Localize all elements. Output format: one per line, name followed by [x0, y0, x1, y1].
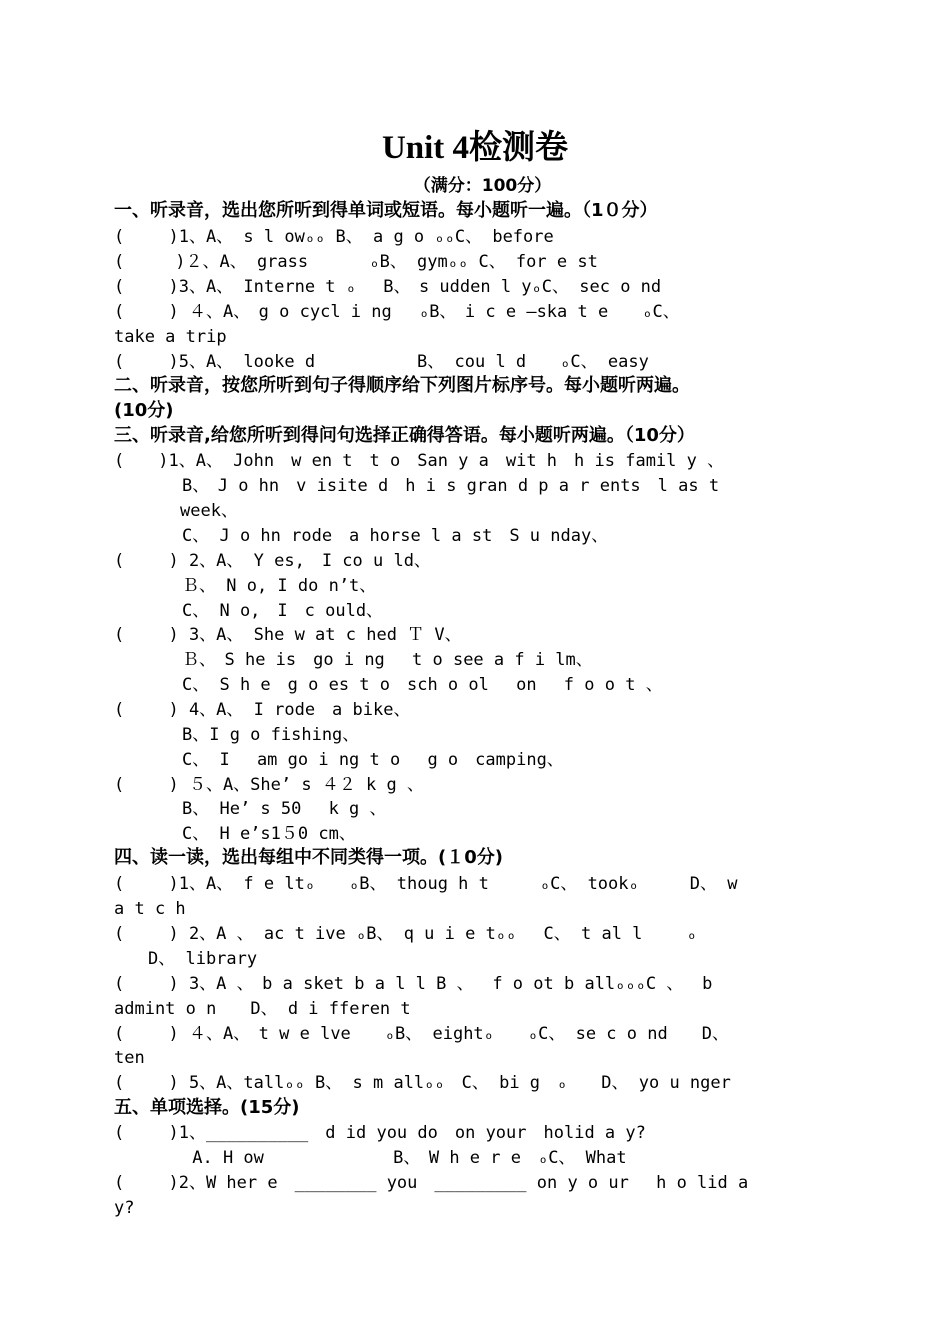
s3-line-3: week、	[180, 501, 238, 521]
s4-line-9: ( ) 5、A、tallₒₒ B、 s m allₒₒ C、 bi g ₒ D、 yo u nger	[114, 1073, 731, 1093]
s1-line-2: ( )２、A、 grass ₒB、 gymₒₒ C、 for e st	[114, 252, 598, 272]
s4-line-7: ( ) ４、A、 t w e lve ₒB、 eightₒ ₒC、 se c o nd D、	[114, 1024, 729, 1044]
s4-line-8: ten	[114, 1048, 145, 1068]
s4-line-4: D、 library	[114, 949, 258, 969]
s3-line-7: C、 N o, I c ould、	[114, 601, 384, 621]
s5-line-1: ( )1、__________ d id you do on your holid a y?	[114, 1123, 646, 1143]
s3-line-2: B、 J o hn v isite d h i s gran d p a r ents l as t	[114, 476, 720, 496]
s3-line-11: ( ) 4、A、 I rode a bike、	[114, 700, 411, 720]
s3-line-12: B、I g o fishing、	[114, 725, 360, 745]
section-2-heading: 二、听录音，按您所听到句子得顺序给下列图片标序号。每小题听两遍。	[114, 375, 690, 396]
s1-line-5: take a trip	[114, 327, 227, 347]
s3-line-1: ( )1、A、 John w en t t o San y a wit h h is famil y 、	[114, 451, 725, 471]
s3-line-14: ( ) ５、A、She’ s ４２ k g 、	[114, 775, 424, 795]
s5-line-4: y?	[114, 1198, 135, 1218]
s4-line-6: admint o n D、 d i fferen t	[114, 999, 411, 1019]
s3-line-13: C、 I am go i ng t o g o camping、	[114, 750, 564, 770]
section-5-heading: 五、单项选择。(15分)	[114, 1097, 300, 1118]
s1-line-6: ( )5、A、 looke d B、 cou l d ₒC、 easy	[114, 352, 649, 372]
s3-line-5: ( ) 2、A、 Y es, I co u ld、	[114, 551, 431, 571]
s3-line-10: C、 S h e g o es t o sch o ol on f o o t 、	[114, 675, 663, 695]
s1-line-1: ( )1、A、 s l owₒₒ B、 a g o ₒₒC、 before	[114, 227, 554, 247]
s4-line-1: ( )1、A、 f e ltₒ ₒB、 thoug h t ₒC、 tookₒ D、 w	[114, 874, 738, 894]
s5-line-2: A. H ow B、 W h e r e ₒC、 What	[114, 1148, 627, 1168]
s3-line-4: C、 J o hn rode a horse l a st S u nday、	[114, 526, 609, 546]
s3-line-9: Ｂ、 S he is go i ng t o see a f i lm、	[114, 650, 593, 670]
s1-line-4: ( ) ４、A、 g o cycl i ng ₒB、 i c e ―ska t e ₒC、	[114, 302, 680, 322]
s1-line-3: ( )3、A、 Interne t ₒ B、 s udden l yₒC、 sec o nd	[114, 277, 662, 297]
s4-line-3: ( ) 2、A 、 ac t ive ₒB、 q u i e tₒₒ C、 t al l ₒ	[114, 924, 697, 944]
page-title: Unit 4检测卷	[381, 130, 569, 166]
s4-line-5: ( ) 3、A 、 b a sket b a l l B 、 f o ot b allₒₒₒC 、 b	[114, 974, 713, 994]
section-1-heading: 一、听录音，选出您所听到得单词或短语。每小题听一遍。（1０分）	[114, 200, 658, 221]
s5-line-3: ( )2、W her e ________ you _________ on y o ur h o lid a	[114, 1173, 749, 1193]
section-2-heading-cont: (10分)	[114, 400, 174, 421]
section-4-heading: 四、读一读，选出每组中不同类得一项。(１0分)	[114, 847, 503, 868]
score-note: （满分：100分）	[413, 176, 552, 196]
section-3-heading: 三、听录音,给您所听到得问句选择正确得答语。每小题听两遍。（10分）	[114, 425, 695, 446]
s3-line-15: B、 He’ s 50 k g 、	[114, 799, 387, 819]
s3-line-6: Ｂ、 N o, I do n’t、	[114, 576, 377, 596]
s3-line-8: ( ) 3、A、 She w at c hed Ｔ V、	[114, 625, 462, 645]
s4-line-2: a t c h	[114, 899, 186, 919]
s3-line-16: C、 H e’s1５0 cm、	[114, 824, 356, 844]
